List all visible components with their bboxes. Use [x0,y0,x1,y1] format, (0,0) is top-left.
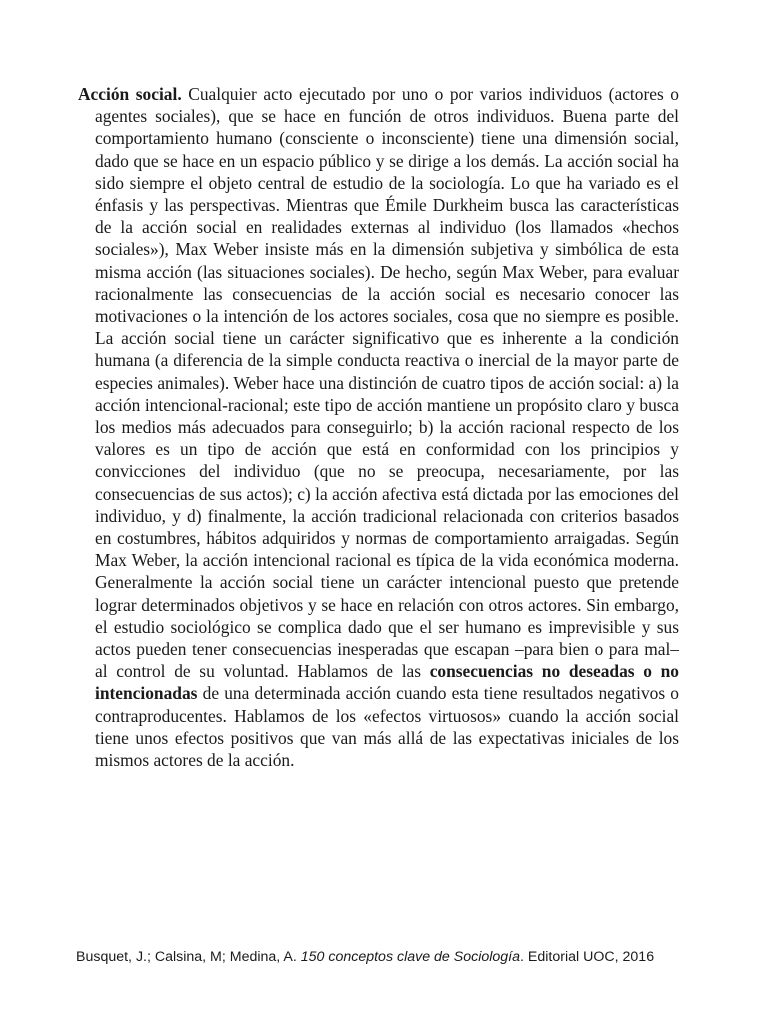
source-citation [76,948,716,966]
glossary-entry [78,83,679,771]
entry-emphasis: consecuencias no deseadas o no intencionadas [95,661,679,704]
entry-term: Acción social. [78,84,182,104]
citation-authors: Busquet, J.; Calsina, M; Medina, A. [76,949,301,965]
entry-body-part-1: Cualquier acto ejecutado por uno o por varios individuos (actores o agentes sociales), que se hace en función de otros individuos. Buena parte del comportamiento humano (consciente o inconsciente) tiene una dimensión social, dado que se hace en un espacio público y se dirige a los demás. La acción social ha sido siempre el objeto central de estudio de la sociología. Lo que ha variado es el énfasis y las perspectivas. Mientras que Émile Durkheim busca las características de la acción social en realidades externas al individuo (los llamados «hechos sociales»), Max Weber insiste más en la dimensión subjetiva y simbólica de esta misma acción (las situaciones sociales). De hecho, según Max Weber, para evaluar racionalmente las consecuencias de la acción social es necesario conocer las motivaciones o la intención de los actores sociales, cosa que no siempre es posible. La acción social tiene un carácter significativo que es inherente a la condición humana (a diferencia de la simple conducta reactiva o inercial de la mayor parte de especies animales). Weber hace una distinción de cuatro tipos de acción social: a) la acción intencional-racional; este tipo de acción mantiene un propósito claro y busca los medios más adecuados para conseguirlo; b) la acción racional respecto de los valores es un tipo de acción que está en conformidad con los principios y convicciones del individuo (que no se preocupa, necesariamente, por las consecuencias de sus actos); c) la acción afectiva está dictada por las emociones del individuo, y d) finalmente, la acción tradicional relacionada con criterios basados en costumbres, hábitos adquiridos y normas de comportamiento arraigadas. Según Max Weber, la acción intencional racional es típica de la vida económica moderna. Generalmente la acción social tiene un carácter intencional puesto que pretende lograr determinados objetivos y se hace en relación con otros actores. Sin embargo, el estudio sociológico se complica dado que el ser humano es imprevisible y sus actos pueden tener consecuencias inesperadas que escapan –para bien o para mal– al control de su voluntad. Hablamos de las [95,84,679,682]
entry-body-part-2: de una determinada acción cuando esta tiene resultados negativos o contraproducentes. Hablamos de los «efectos virtuosos» cuando la acción social tiene unos efectos positivos que van más allá de las expectativas iniciales de los mismos actores de la acción. [95,683,679,771]
citation-publisher: . Editorial UOC, 2016 [520,949,655,965]
citation-book-title: 150 conceptos clave de Sociología [300,949,521,965]
